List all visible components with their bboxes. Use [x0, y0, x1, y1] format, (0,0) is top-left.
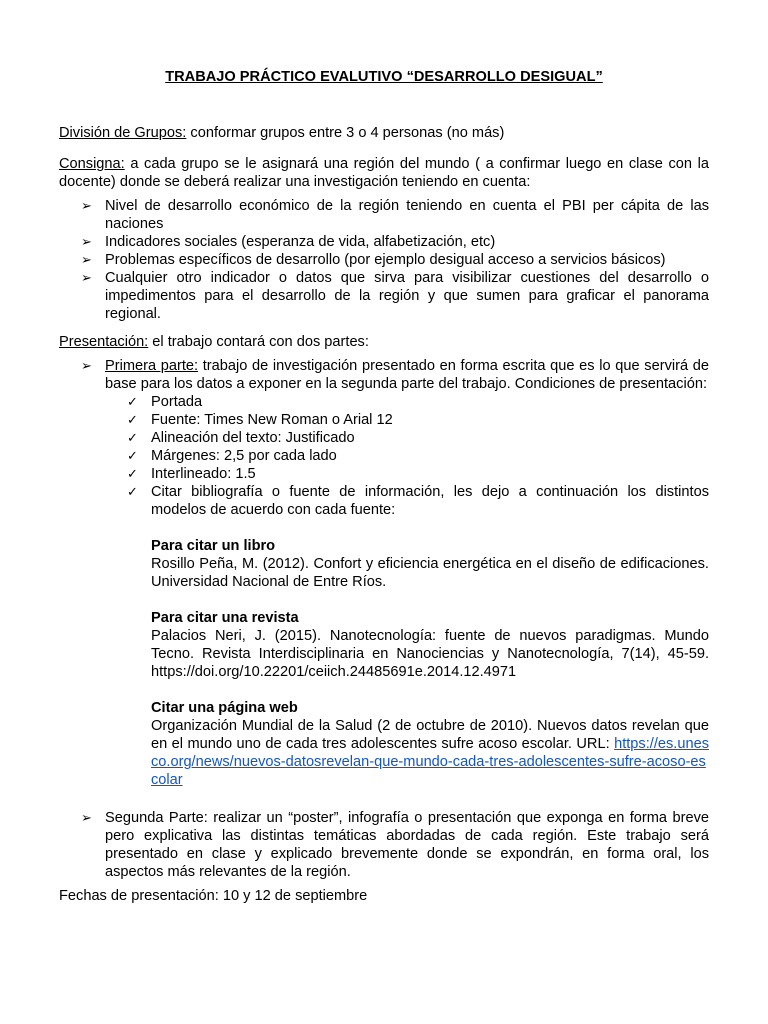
- citation-examples: [105, 537, 709, 789]
- segunda-parte-text: Segunda Parte: realizar un “poster”, infografía o presentación que exponga en forma breve pero explicativa las distintas temáticas abordadas de cada región. Este trabajo será presentado en clase y explicado brevemente donde se expondrán, en forma oral, los aspectos más relevantes de la región.: [105, 810, 709, 880]
- primera-parte-item: [59, 357, 709, 393]
- check-bullet-icon: ✓: [127, 484, 138, 499]
- check-bullet-icon: ✓: [127, 466, 138, 481]
- consigna-label: Consigna:: [59, 156, 125, 172]
- consigna-paragraph: [59, 155, 709, 191]
- list-item: ✓ Interlineado: 1.5: [127, 466, 256, 482]
- web-citation: [151, 717, 709, 789]
- check-bullet-icon: ✓: [127, 394, 138, 409]
- arrow-bullet-icon: ➢: [81, 252, 92, 267]
- libro-heading: Para citar un libro: [151, 538, 276, 554]
- list-item: ✓ Alineación del texto: Justificado: [127, 430, 355, 446]
- consigna-list: [59, 197, 709, 323]
- grupos-label: División de Grupos:: [59, 125, 187, 141]
- arrow-bullet-icon: ➢: [81, 358, 92, 373]
- arrow-bullet-icon: ➢: [81, 270, 92, 285]
- segunda-parte-list: [59, 809, 709, 881]
- document-body: [59, 124, 709, 905]
- arrow-bullet-icon: ➢: [81, 234, 92, 249]
- list-item: ✓ Márgenes: 2,5 por cada lado: [127, 448, 337, 464]
- revista-heading: Para citar una revista: [151, 610, 299, 626]
- grupos-paragraph: [59, 124, 709, 142]
- list-item: ➢ Indicadores sociales (esperanza de vida, alfabetización, etc): [81, 234, 496, 250]
- primera-parte-label: Primera parte:: [105, 358, 199, 374]
- list-item: ➢ Cualquier otro indicador o datos que sirva para visibilizar cuestiones del desarrollo o impedimentos para el desarrollo de la región y que sumen para graficar el panorama regional.: [81, 270, 709, 322]
- list-item: ➢ Problemas específicos de desarrollo (por ejemplo desigual acceso a servicios básicos): [81, 252, 666, 268]
- arrow-bullet-icon: ➢: [81, 810, 92, 825]
- condiciones-list: [105, 393, 709, 519]
- presentacion-paragraph: [59, 333, 709, 351]
- partes-list: [59, 357, 709, 393]
- list-item: ✓ Citar bibliografía o fuente de información, les dejo a continuación los distintos modelos de acuerdo con cada fuente:: [127, 484, 709, 518]
- consigna-text: a cada grupo se le asignará una región del mundo ( a confirmar luego en clase con la docente) donde se deberá realizar una investigación teniendo en cuenta:: [59, 156, 709, 190]
- check-bullet-icon: ✓: [127, 412, 138, 427]
- segunda-parte-item: [59, 809, 709, 881]
- primera-parte-text: trabajo de investigación presentado en forma escrita que es lo que servirá de base para los datos a exponer en la segunda parte del trabajo. Condiciones de presentación:: [105, 358, 709, 392]
- check-bullet-icon: ✓: [127, 430, 138, 445]
- document-title: TRABAJO PRÁCTICO EVALUTIVO “DESARROLLO DESIGUAL”: [165, 69, 603, 85]
- web-citation-link[interactable]: https://es.unesco.org/news/nuevos-datosrevelan-que-mundo-cada-tres-adolescentes-sufre-acoso-escolar: [151, 736, 709, 788]
- list-item: ➢ Nivel de desarrollo económico de la región teniendo en cuenta el PBI per cápita de las naciones: [81, 198, 709, 232]
- list-item: ✓ Fuente: Times New Roman o Arial 12: [127, 412, 393, 428]
- grupos-text: conformar grupos entre 3 o 4 personas (no más): [186, 125, 505, 141]
- web-heading: Citar una página web: [151, 700, 298, 716]
- web-citation-text: Organización Mundial de la Salud (2 de octubre de 2010). Nuevos datos revelan que en el mundo uno de cada tres adolescentes sufre acoso escolar. URL:: [151, 718, 709, 752]
- libro-citation: Rosillo Peña, M. (2012). Confort y eficiencia energética en el diseño de edificaciones. Universidad Nacional de Entre Ríos.: [151, 556, 709, 590]
- presentacion-label: Presentación:: [59, 334, 149, 350]
- fechas-paragraph: Fechas de presentación: 10 y 12 de septiembre: [59, 888, 368, 904]
- revista-citation: Palacios Neri, J. (2015). Nanotecnología: fuente de nuevos paradigmas. Mundo Tecno. Revista Interdisciplinaria en Nanociencias y Nanotecnología, 7(14), 45-59. https://doi.org/10.22201/ceiich.24485691e.2014.12.4971: [151, 628, 709, 680]
- list-item: ✓ Portada: [127, 394, 203, 410]
- presentacion-text: el trabajo contará con dos partes:: [148, 334, 369, 350]
- check-bullet-icon: ✓: [127, 448, 138, 463]
- arrow-bullet-icon: ➢: [81, 198, 92, 213]
